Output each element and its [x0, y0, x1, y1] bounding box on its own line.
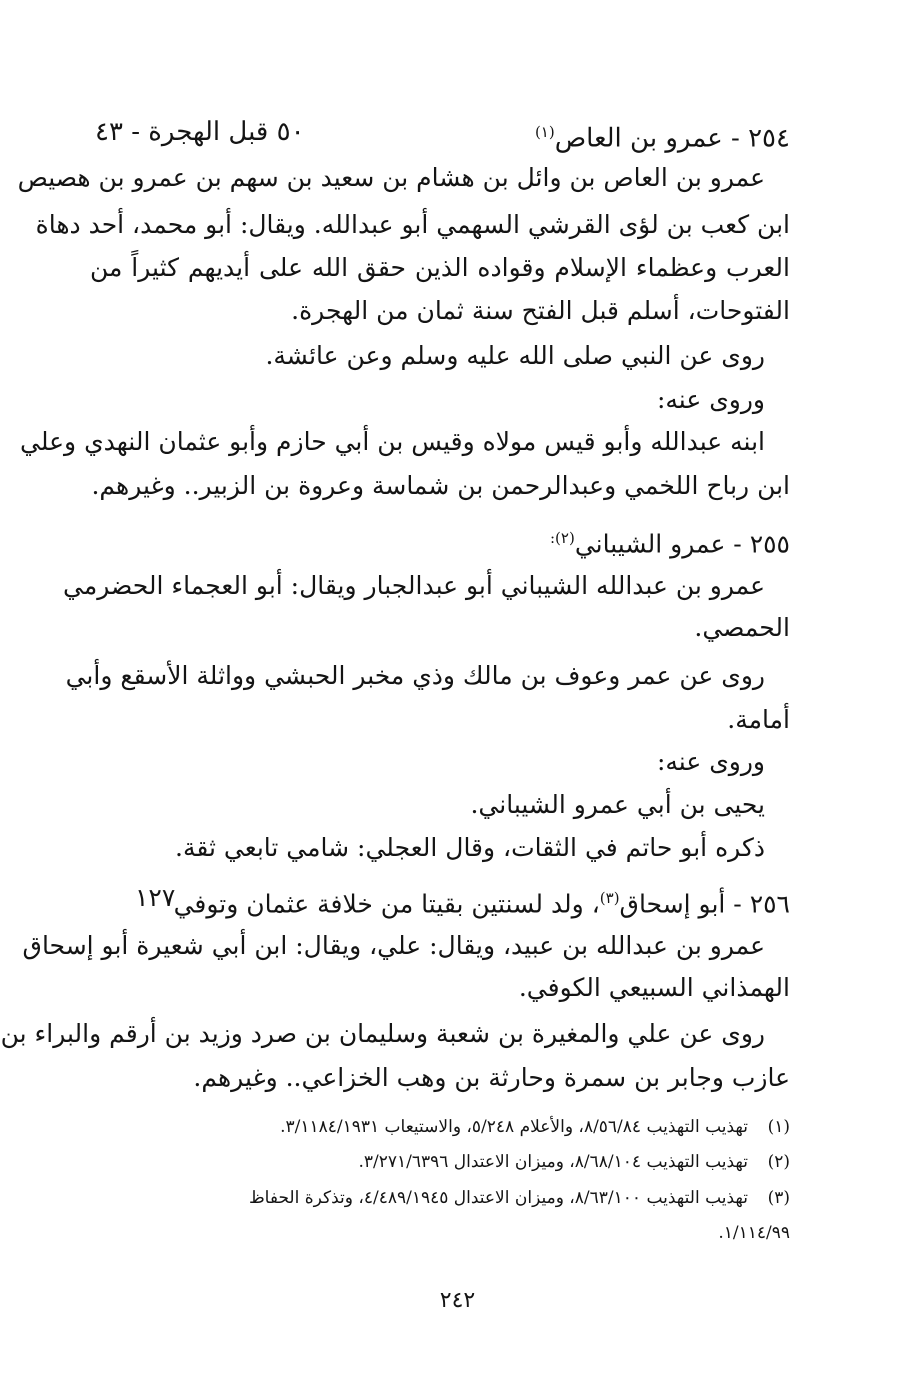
- footnote-text: تهذيب التهذيب ٨/٦٣/١٠٠، وميزان الاعتدال ٤/٤٨٩/١٩٤٥، وتذكرة الحفاظ: [248, 1188, 748, 1208]
- footnote-number: (١): [767, 1117, 790, 1137]
- body-line: ذكره أبو حاتم في الثقات، وقال العجلي: شامي تابعي ثقة.: [175, 833, 765, 862]
- body-line: ابن كعب بن لؤى القرشي السهمي أبو عبدالله. ويقال: أبو محمد، أحد دهاة: [35, 210, 790, 239]
- body-line: أمامة.: [727, 705, 790, 734]
- entry-256-year: ١٢٧: [135, 883, 176, 912]
- body-line: الهمذاني السبيعي الكوفي.: [518, 973, 790, 1002]
- body-line: الحمصي.: [694, 613, 790, 642]
- body-line: روى عن النبي صلى الله عليه وسلم وعن عائشة.: [265, 341, 765, 370]
- body-line: وروى عنه:: [656, 747, 765, 776]
- entry-254-dates: ٥٠ قبل الهجرة - ٤٣: [95, 117, 305, 147]
- footnote-ref-1: (١): [534, 123, 555, 141]
- entry-256-heading: [90, 878, 790, 924]
- page-number: ٢٤٢: [439, 1288, 476, 1313]
- footnote-text: تهذيب التهذيب ٨/٥٦/٨٤، والأعلام ٥/٢٤٨، والاستيعاب ٣/١١٨٤/١٩٣١.: [280, 1117, 748, 1137]
- footnote-2: [90, 1147, 790, 1177]
- entry-255-heading: [90, 518, 790, 564]
- footnote-1: [90, 1112, 790, 1142]
- body-line: ابنه عبدالله وأبو قيس مولاه وقيس بن أبي حازم وأبو عثمان النهدي وعلي: [20, 427, 765, 456]
- body-line: ابن رباح اللخمي وعبدالرحمن بن شماسة وعروة بن الزبير.. وغيرهم.: [91, 471, 790, 500]
- body-line: عمرو بن العاص بن وائل بن هشام بن سعيد بن سهم بن عمرو بن هصيص: [17, 163, 765, 192]
- footnote-text: تهذيب التهذيب ٨/٦٨/١٠٤، وميزان الاعتدال ٣/٢٧١/٦٣٩٦.: [358, 1152, 748, 1172]
- entry-256-title: ٢٥٦ - أبو إسحاق: [619, 889, 790, 919]
- footnote-number: (٢): [767, 1152, 790, 1172]
- body-line: روى عن عمر وعوف بن مالك وذي مخبر الحبشي وواثلة الأسقع وأبي: [65, 661, 765, 690]
- footnote-ref-3: (٣): [599, 889, 620, 907]
- body-line: وروى عنه:: [656, 385, 765, 414]
- body-line: يحيى بن أبي عمرو الشيباني.: [470, 790, 765, 819]
- body-line: روى عن علي والمغيرة بن شعبة وسليمان بن صرد وزيد بن أرقم والبراء بن: [0, 1019, 765, 1048]
- footnote-3: [90, 1183, 790, 1213]
- entry-254-title: ٢٥٤ - عمرو بن العاص: [554, 123, 790, 154]
- body-line: عمرو بن عبدالله الشيباني أبو عبدالجبار ويقال: أبو العجماء الحضرمي: [63, 571, 765, 600]
- footnote-3-continued: ١/١١٤/٩٩.: [718, 1223, 790, 1243]
- body-line: عازب وجابر بن سمرة وحارثة بن وهب الخزاعي.. وغيرهم.: [193, 1063, 790, 1092]
- body-line: العرب وعظماء الإسلام وقواده الذين حقق الله على أيديهم كثيراً من: [90, 253, 790, 282]
- entry-254-heading: [535, 112, 790, 159]
- entry-255-title: ٢٥٥ - عمرو الشيباني: [574, 529, 790, 559]
- body-line: عمرو بن عبدالله بن عبيد، ويقال: علي، ويقال: ابن أبي شعيرة أبو إسحاق: [22, 931, 765, 960]
- footnote-number: (٣): [767, 1188, 790, 1208]
- body-line: الفتوحات، أسلم قبل الفتح سنة ثمان من الهجرة.: [291, 296, 790, 325]
- footnote-ref-2: (٢):: [549, 529, 575, 547]
- entry-256-title-rest: ، ولد لسنتين بقيتا من خلافة عثمان وتوفي: [173, 889, 600, 919]
